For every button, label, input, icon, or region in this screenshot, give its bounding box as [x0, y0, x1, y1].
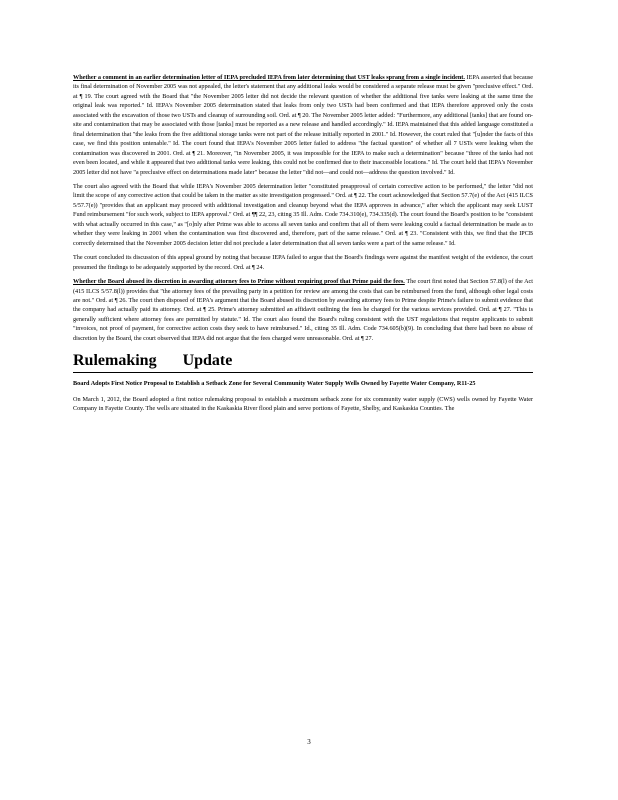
document-body: [73, 73, 533, 419]
section-title: Rulemaking Update: [73, 352, 233, 370]
rulemaking-heading: Board Adopts First Notice Proposal to Establish a Setback Zone for Several Community Water Supply Wells Owned by Fayette Water Company, R11-25: [73, 380, 476, 388]
paragraph-rulemaking: On March 1, 2012, the Board adopted a first notice rulemaking proposal to establish a maximum setback zone for six community water supply (CWS) wells owned by Fayette Water Company in Fayette County. The wells are situated in the Kaskaskia River flood plain and serve portions of Fayette, Shelby, and Kaskaskia Counties. The: [73, 395, 533, 413]
paragraph-conclusion: The court concluded its discussion of this appeal ground by noting that because IEPA failed to argue that the Board's findings were against the manifest weight of the evidence, the court presumed the findings to be adequately supported by the record. Ord. at ¶ 24.: [73, 254, 533, 271]
page-number: 3: [307, 738, 311, 746]
paragraph-attorney-fees: [73, 277, 533, 343]
issue-heading-preclusion: Whether a comment in an earlier determination letter of IEPA precluded IEPA from later determining that UST leaks sprang from a single incident.: [73, 74, 465, 81]
paragraph-text: IEPA asserted that because its final determination of November 2005 was not appealed, the letter's statement that any additional leaks would be considered a separate release must be given "preclusive effect." Ord. at ¶ 19. The court agreed with the Board that "the November 2005 letter did not decide the relevant question of whether the additional five tanks were leaking at the same time the original leak was reported." Id. IEPA's November 2005 determination stated that leaks from only two USTs had been confirmed and that IEPA therefore approved only the costs associated with the excavation of those two USTs and cleanup of surrounding soil. Ord. at ¶ 20. The November 2005 letter added: "Furthermore, any additional [tanks] that are found on-site and contamination that may be associated with those [tanks] must be reported as a new release and handled accordingly." Id. IEPA maintained that this added language constituted a final determination that "the leaks from the five additional storage tanks were not part of the release initially reported in 2001." Id. However, the court ruled that "[u]nder the facts of this case, we find this position untenable." Id. The court found that IEPA's November 2005 letter failed to address "the factual question" of whether all 7 USTs were leaking when the contamination was discovered in 2001. Ord. at ¶ 21. Moreover, "in November 2005, it was impossible for the IEPA to make such a determination" because "three of the tanks had not even been located, and while it appeared that two additional tanks were leaking, this could not be confirmed due to their inaccessible locations." Id. The court held that IEPA's November 2005 letter did not have "a preclusive effect on determinations made later" because the letter "did not—and could not—address the question involved." Id.: [73, 74, 533, 176]
paragraph-text: The court first noted that Section 57.8(l) of the Act (415 ILCS 5/57.8(l)) provides that "the attorney fees of the prevailing party in a petition for review are among the costs that can be reimbursed from the fund, although other legal costs are not." Ord. at ¶ 26. The court then disposed of IEPA's argument that the Board abused its discretion by awarding attorney fees to Prime despite Prime's failure to submit evidence that the company had actually paid its attorney. Ord. at ¶ 25. Prime's attorney submitted an affidavit outlining the fees he charged for the various services provided. Ord. at ¶ 27. "This is generally sufficient where attorney fees are permitted by statute." Id. The court also found the Board's ruling consistent with the UST regulations that require applicants to submit "invoices, not proof of payment, for corrective action costs they seek to have reimbursed." Id., citing 35 Ill. Adm. Code 734.605(b)(9). In concluding that there had been no abuse of discretion by the Board, the court observed that IEPA did not argue that the fees charged were unreasonable. Ord. at ¶ 27.: [73, 278, 533, 342]
issue-heading-attorney-fees: Whether the Board abused its discretion in awarding attorney fees to Prime without requiring proof that Prime paid the fees.: [73, 278, 405, 286]
paragraph-ust-leaks: [73, 73, 533, 177]
paragraph-corrective-action: The court also agreed with the Board that while IEPA's November 2005 determination letter "constituted preapproval of certain corrective action to be performed," the letter "did not limit the scope of any corrective action that could be taken in the matter as site investigation progressed." Ord. at ¶ 22. The court acknowledged that Section 57.7(e) of the Act (415 ILCS 5/57.7(e)) "provides that an applicant may proceed with additional investigation and cleanup beyond what the IEPA approves in advance," after which the applicant may seek LUST Fund reimbursement "for such work, subject to IEPA approval." Ord. at ¶¶ 22, 23, citing 35 Ill. Adm. Code 734.310(e), 734.335(d). The court found the Board's position to be "consistent with what actually occurred in this case," as "[o]nly after Prime was able to access all seven tanks and confirm that all of them were leaking could a factual determination be made as to whether they were leaking in 2001 when the contamination was first discovered and, therefore, part of the same release." Ord. at ¶ 23. "Consistent with this, we find that the IPCB correctly determined that the November 2005 decision letter did not preclude a later determination that all seven tanks were a part of the same release." Id.: [73, 182, 533, 247]
section-divider: [73, 372, 533, 373]
